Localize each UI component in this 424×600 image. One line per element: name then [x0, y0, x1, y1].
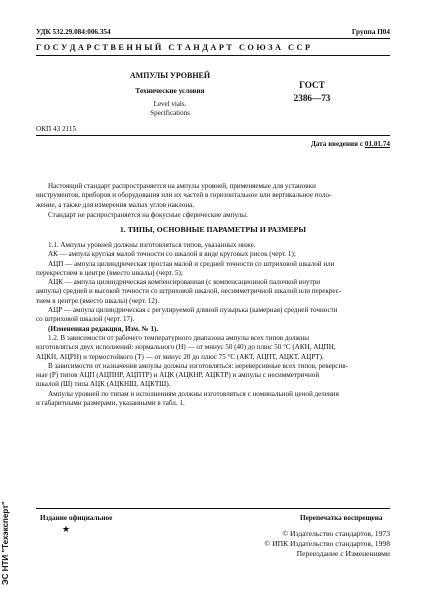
- star-mark: ★: [62, 524, 71, 534]
- section1-body: [36, 241, 390, 408]
- text-line: 1.1. Ампулы уровней должны изготовляться типов, указанных ниже.: [48, 241, 256, 249]
- copyright-line-2: © ИПК Издательство стандартов, 1998: [264, 539, 390, 548]
- intro-paragraph: [36, 182, 390, 210]
- text-line: АК — ампула круглая малой точности со шкалой в виде круговых рисок (черт. 1);: [48, 250, 296, 259]
- official-edition-label: Издание официальное: [40, 514, 113, 522]
- group-code: Группа П04: [351, 28, 390, 36]
- header-rule-bottom: [36, 55, 390, 56]
- text-line: АЦП — ампула цилиндрическая простая малой и средней точности со штриховой шкалой или: [48, 259, 335, 268]
- text-line: В зависимости от назначения ампулы должны изготовляться: нереверсивные всех типов, реверсив-: [48, 361, 348, 370]
- text-line: ампулы) средней и высокой точности со штриховой шкалой, несимметричной шкалой или перекрес-: [36, 287, 342, 296]
- text-line: тием в центре (вместо шкалы) (черт. 12).: [36, 296, 160, 305]
- document-subtitle: Технические условия: [135, 87, 205, 95]
- intro-date-value: 01.01.74: [364, 140, 390, 148]
- footer-rule: [36, 508, 390, 509]
- text-line: перекрестием в центре (вместо шкалы) (черт. 5);: [36, 268, 183, 277]
- text-line: Ампулы уровней по типам и исполнениям должны изготовляться с номинальной ценой деления: [48, 389, 339, 398]
- title-rule: [36, 135, 390, 136]
- edition-note: (Измененная редакция, Изм. № 1).: [48, 324, 159, 333]
- text-line: АЦКН, АЦРН) и термостойкого (Т) — от минус 20 до плюс 75 °С (АКТ, АЦПТ, АЦКТ, АЦРТ).: [36, 352, 324, 361]
- text-line: и габаритными размерами, указанными в табл. 1.: [36, 399, 185, 408]
- text-line: АЦК — ампула цилиндрическая компенсированная (с компенсационной палочкой внутри: [48, 278, 321, 287]
- state-standard-banner: Г О С У Д А Р С Т В Е Н Н Ы Й С Т А Н Д А Р Т С О Ю З А С С Р: [36, 43, 311, 52]
- text-line: изготовляться двух исполнений: нормального (Н) — от минус 50 (40) до плюс 50 °С (АКН, АЦПН,: [36, 343, 336, 352]
- gost-label: ГОСТ: [299, 80, 325, 90]
- header-rule-top: [36, 38, 390, 39]
- text-line: Настоящий стандарт распространяется на ампулы уровней, применяемые для установки: [48, 182, 316, 190]
- document-title: АМПУЛЫ УРОВНЕЙ: [129, 71, 211, 80]
- side-stamp: ЭС НТИ "Техэксперт": [1, 501, 10, 585]
- text-line: со штриховой шкалой (черт. 17).: [36, 315, 135, 324]
- text-line: АЦР — ампула цилиндрическая с регулируемой длиной пузырька (камерная) средней точности: [48, 306, 338, 315]
- gost-number: 2386—73: [293, 93, 331, 103]
- text-line: 1.2. В зависимости от рабочего температурного диапазона ампулы всех типов должны: [48, 333, 309, 342]
- copyright-line-1: © Издательство стандартов, 1973: [282, 529, 390, 538]
- text-line: жение, а также для измерения малых углов наклона.: [36, 200, 195, 209]
- intro-date: [311, 140, 390, 148]
- udk-code: УДК 532.29.084:006.354: [36, 28, 111, 36]
- intro-date-label: Дата введения с: [310, 140, 364, 148]
- text-line: инструментов, приборов и оборудования или их частей в горизонтальное или вертикальное поло-: [36, 191, 332, 200]
- reprint-prohibited: Перепечатка воспрещена: [300, 514, 383, 522]
- scope-exclusion-paragraph: Стандарт не распространяется на фокусные сферические ампулы.: [48, 211, 248, 219]
- reissue-note: Переиздание с Изменениями: [296, 549, 390, 558]
- text-line: шкалой (Ш) типа АЦК (АЦКНШ, АЦКТШ).: [36, 380, 171, 389]
- english-title-line-2: Specifications: [150, 109, 190, 117]
- text-line: ные (Р) типов АЦП (АЦПНР, АЦПТР) и АЦК (АЦКНР, АЦКТР) и ампулы с несимметричной: [36, 371, 320, 380]
- section-heading: 1. ТИПЫ, ОСНОВНЫЕ ПАРАМЕТРЫ И РАЗМЕРЫ: [119, 225, 307, 234]
- okp-code: ОКП 43 2115: [36, 125, 77, 133]
- english-title-line-1: Level vials.: [153, 100, 187, 108]
